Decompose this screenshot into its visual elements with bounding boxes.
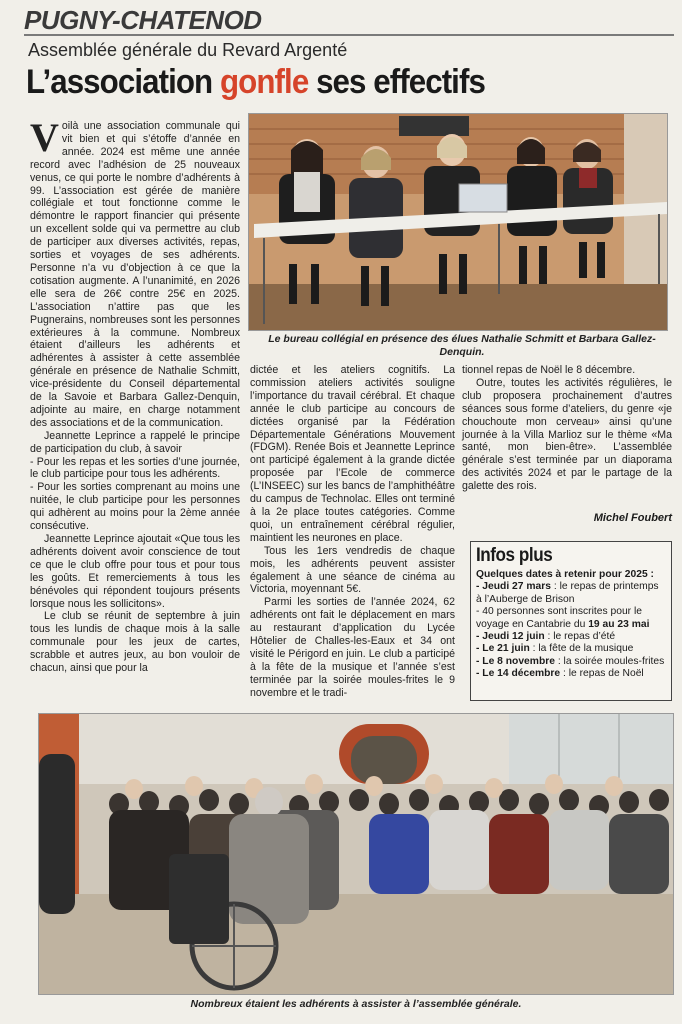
infobox-list — [476, 581, 666, 680]
photo-caption: Nombreux étaient les adhérents à assister à l’assemblée générale. — [190, 998, 522, 1010]
infos-plus-box — [470, 541, 672, 701]
item-text: : le repas d’été — [544, 631, 616, 643]
paragraph: Outre, toutes les activités régulières, le club proposera prochainement d’autres séances sous forme d’ateliers, du genre «je chouchoute mon cerveau» ainsi qu’une journée à la Villa Marlioz sur le thème «Ma santé, mon bien-être». L’assemblée générale s’est terminée par un diaporama des activités 2024 et par le partage de la galette des rois. — [462, 376, 672, 493]
list-item — [476, 631, 666, 643]
photo-bureau-collegial — [248, 113, 668, 331]
section-header — [24, 4, 674, 36]
item-date: - Jeudi 12 juin — [476, 631, 545, 643]
paragraph: Tous les 1ers vendredis de chaque mois, les adhérents peuvent assister également à une séance de cinéma au Victoria, moyennant 5€. — [250, 544, 455, 596]
infobox-title: Infos plus — [476, 545, 553, 566]
item-text: : le repas de printemps à l’Auberge de Brison — [476, 581, 659, 605]
paragraph: Le club se réunit de septembre à juin tous les lundis de chaque mois à la salle communale pour les jeux de cartes, scrabble et autres jeux, au bon vouloir de chacun, ainsi que pour la — [30, 610, 240, 675]
item-date: - Le 14 décembre — [476, 668, 561, 680]
item-date: - Le 21 juin — [476, 643, 530, 655]
infobox-lead: Quelques dates à retenir pour 2025 : — [476, 569, 654, 580]
article-column-2 — [250, 364, 455, 709]
item-highlight: 19 au 23 mai — [588, 618, 650, 630]
headline-part-1: L’association — [26, 63, 220, 101]
byline: Michel Foubert — [593, 512, 672, 524]
list-item — [476, 581, 666, 606]
headline-part-2: ses effectifs — [308, 63, 485, 101]
item-text: - 40 personnes sont inscrites pour le voyage en Cantabrie du — [476, 606, 642, 630]
section-title: PUGNY-CHATENOD — [24, 5, 262, 35]
list-item — [476, 643, 666, 655]
photo-caption: Le bureau collégial en présence des élues Nathalie Schmitt et Barbara Gallez-Denquin. — [268, 333, 656, 358]
item-text: : la fête de la musique — [529, 643, 634, 655]
paragraph: - Pour les sorties comprenant au moins une nuitée, le club participe pour les personnes qui adhèrent au moins pour la 2ème année consécutive. — [30, 481, 240, 533]
dropcap: V — [30, 115, 59, 160]
item-date: - Jeudi 27 mars — [476, 581, 551, 593]
headline — [26, 62, 615, 102]
list-item — [476, 606, 666, 631]
kicker: Assemblée générale du Revard Argenté — [28, 40, 348, 60]
list-item — [476, 668, 666, 680]
article-column-3 — [462, 364, 672, 499]
item-text: : le repas de Noël — [560, 668, 644, 680]
paragraph: Jeannette Leprince a rappelé le principe de participation du club, à savoir — [30, 429, 240, 455]
article-column-1 — [30, 115, 240, 710]
item-date: - Le 8 novembre — [476, 655, 555, 667]
paragraph: tionnel repas de Noël le 8 décembre. — [462, 364, 636, 376]
item-text: : la soirée moules-frites — [554, 655, 665, 667]
paragraph: Jeannette Leprince ajoutait «Que tous les adhérents doivent avoir conscience de tout ce que le club offre pour tous et pour tous les goûts. Et remerciements à tous les bénévoles qui répondent toujours présents lorsque nous les sollicitons». — [30, 533, 240, 610]
photo-assembly-audience — [38, 713, 674, 995]
paragraph: dictée et les ateliers cognitifs. La commission ateliers activités souligne l’importance du travail cérébral. Et chaque année le club participe au concours de dictées organisé par la Fédération Départementale Générations Mouvement (FDGM). Renée Bois et Jeannette Leprince ont participé également à la grande dictée proposée par l’Ecole de commerce (L’INSEEC) sur les bancs de l’amphithéâtre du campus de Technolac. Elles ont terminé à la 2e place toutes catégories. Comme quoi, un entraînement cérébral régulier, maintient les neurones en place. — [250, 364, 455, 544]
list-item — [476, 656, 666, 668]
headline-accent: gonfle — [219, 63, 309, 101]
paragraph: oilà une association communale qui vit bien et qui s’étoffe d’année en année. 2024 est même une année record avec l’adhésion de 25 nouveaux venus, ce qui porte le nombre d’adhérents à 99. L’association est gérée de manière collégiale et tout fonctionne comme le démontre le rapport financier qui présente un excellent solde qui va permettre au club de participer aux diverses activités, repas, sorties et voyages de ses adhérents. Personne n’a vu d’objection à ce que la cotisation augmente. A l’unanimité, en 2026 elle sera de 26€ contre 25€ en 2025. L’association n’attire pas que les Pugnerains, nombreuses sont les personnes extérieures à la commune. Nombreux étaient d’ailleurs les adhérents et adhérentes à assister à cette assemblée générale en présence de Nathalie Schmitt, vice-présidente du Conseil départemental de la Savoie et Barbara Gallez-Denquin, adjointe au maire, en charge notamment des associations et de la communication. — [30, 120, 240, 429]
paragraph: Parmi les sorties de l’année 2024, 62 adhérents ont fait le déplacement en mars au restaurant d’application du Lycée Hôtelier de Challes-les-Eaux et 34 ont visité le Périgord en juin. Le club a participé à la fête de la musique et l’année s’est terminée par la soirée moules-frites le 9 novembre et le tradi- — [250, 596, 455, 699]
paragraph: - Pour les repas et les sorties d’une journée, le club participe pour tous les adhérents. — [30, 455, 240, 481]
